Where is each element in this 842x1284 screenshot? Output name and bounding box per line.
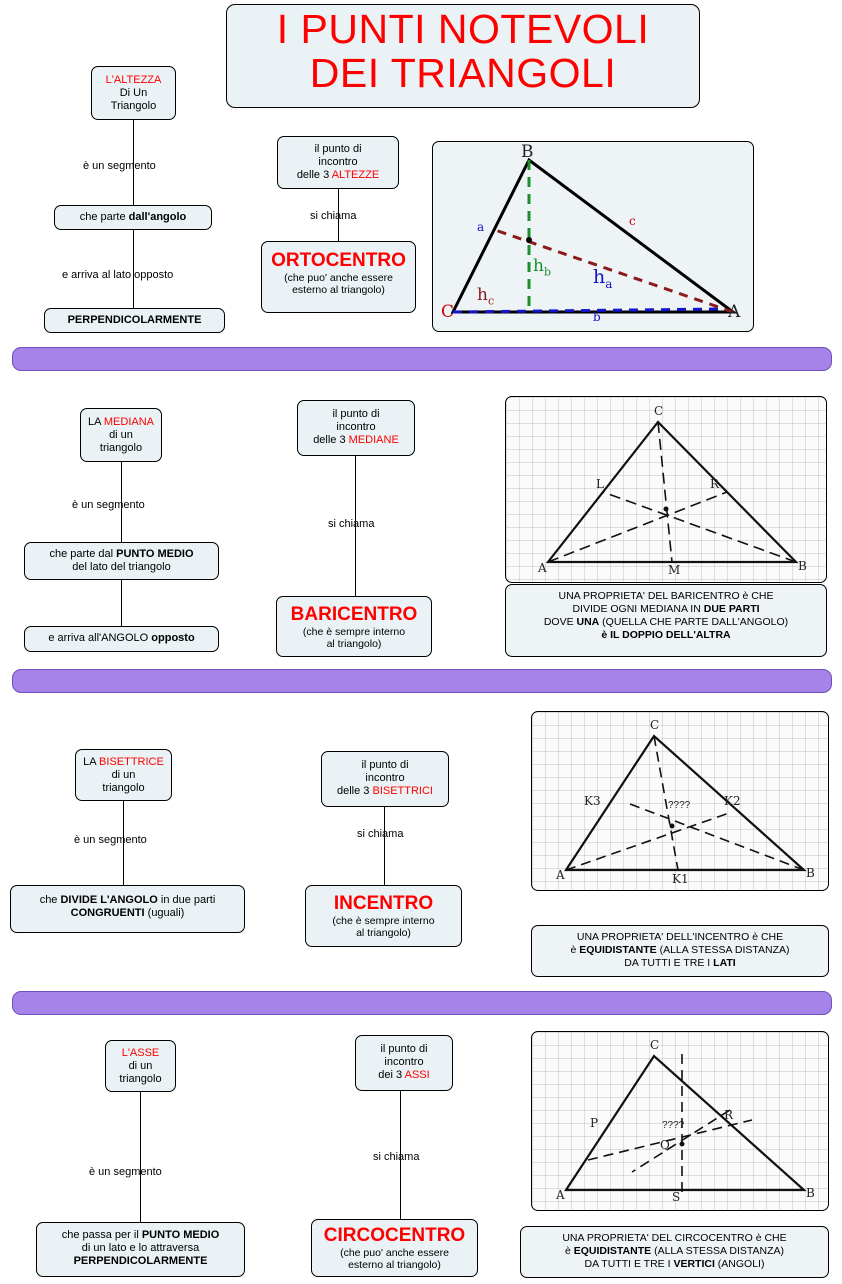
- connector: [140, 1092, 141, 1222]
- incontro-l3: delle 3 ALTEZZE: [296, 168, 380, 181]
- note-line-1: UNA PROPRIETA' DELL'INCENTRO è CHE: [576, 931, 784, 943]
- fig-vertex-C: C: [441, 302, 455, 322]
- fig-vertex-C: C: [654, 404, 664, 418]
- bisettrice-edge-label-1: è un segmento: [74, 834, 147, 846]
- section-separator-2: [12, 669, 832, 693]
- asse-end-l2: di un lato e lo attraversa: [81, 1241, 200, 1254]
- page-title: [226, 4, 700, 108]
- altezza-end-label: PERPENDICOLARMENTE: [67, 314, 202, 326]
- circocentro-box: [311, 1219, 478, 1277]
- fig-point-unknown: ????: [668, 800, 691, 811]
- fig-vertex-A: A: [556, 868, 565, 882]
- fig-point-S: S: [672, 1190, 681, 1204]
- incontro-l1: il punto di: [314, 143, 362, 155]
- fig-point-R: R: [710, 477, 720, 491]
- fig-side-b: b: [593, 310, 601, 324]
- fig-vertex-A: A: [556, 1188, 565, 1202]
- fig-point-Q: Q: [660, 1138, 670, 1152]
- bisettrice-title: LA BISETTRICE: [83, 756, 164, 768]
- incontro-l3: dei 3 ASSI: [378, 1068, 430, 1081]
- ortocentro-sub1: (che puo' anche essere: [284, 271, 393, 284]
- mediana-mid-l1: che parte dal PUNTO MEDIO: [49, 548, 194, 560]
- incontro-l3: delle 3 BISETTRICI: [337, 784, 433, 797]
- mediana-sub1: di un: [109, 428, 133, 441]
- fig-vertex-B: B: [806, 1186, 815, 1200]
- ortocentro-label: ORTOCENTRO: [271, 250, 406, 271]
- bisettrice-incontro-box: [321, 751, 449, 807]
- section-separator-3: [12, 991, 832, 1015]
- incentro-sub2: al triangolo): [356, 927, 411, 940]
- incentro-sub1: (che è sempre interno: [332, 914, 435, 927]
- asse-incontro-box: [355, 1035, 453, 1091]
- bisettrice-start-box: [75, 749, 172, 801]
- asse-end-l3: PERPENDICOLARMENTE: [73, 1254, 208, 1267]
- fig-point-K2: K2: [724, 794, 741, 808]
- altezza-sub2: Triangolo: [110, 99, 157, 112]
- mediana-mid-box: [24, 542, 219, 580]
- circocentro-sub1: (che puo' anche essere: [340, 1246, 449, 1259]
- asse-sub2: triangolo: [119, 1072, 162, 1085]
- baricentro-sub2: al triangolo): [326, 638, 382, 651]
- bisettrici-figure: [531, 711, 829, 891]
- ortocentro-box: [261, 241, 416, 313]
- circocentro-sub2: esterno al triangolo): [348, 1259, 441, 1272]
- bisettrice-end-l1: che DIVIDE L'ANGOLO in due parti: [39, 894, 216, 906]
- altezza-edge-label-1: è un segmento: [83, 160, 156, 172]
- note-line-1: UNA PROPRIETA' DEL BARICENTRO è CHE: [558, 590, 774, 602]
- bisettrice-end-l2: CONGRUENTI (uguali): [70, 906, 185, 919]
- fig-vertex-A: A: [728, 302, 741, 322]
- altezza-incontro-box: [277, 136, 399, 189]
- fig-vertex-C: C: [650, 1038, 660, 1052]
- mediana-incontro-box: [297, 400, 415, 456]
- incontro-l1: il punto di: [380, 1043, 428, 1055]
- bisettrice-si-chiama: si chiama: [357, 828, 404, 840]
- altezza-mid-pre: che parte: [79, 211, 129, 223]
- asse-title: L'ASSE: [121, 1047, 160, 1059]
- mediana-sub2: triangolo: [99, 441, 143, 454]
- fig-point-L: L: [596, 477, 604, 491]
- altezza-mid-box: [54, 205, 212, 230]
- bisettrice-sub2: triangolo: [102, 781, 145, 794]
- fig-point-M: M: [668, 563, 681, 577]
- altezza-si-chiama: si chiama: [310, 210, 357, 222]
- fig-point-K3: K3: [584, 794, 601, 808]
- baricentro-sub1: (che è sempre interno: [302, 625, 406, 638]
- circocentro-label: CIRCOCENTRO: [323, 1225, 466, 1246]
- asse-start-box: [105, 1040, 176, 1092]
- mediana-si-chiama: si chiama: [328, 518, 375, 530]
- page-title-line2: DEI TRIANGOLI: [309, 50, 617, 97]
- note-line-2: è EQUIDISTANTE (ALLA STESSA DISTANZA): [564, 1245, 785, 1258]
- fig-point-K1: K1: [672, 872, 689, 886]
- asse-end-l1: che passa per il PUNTO MEDIO: [61, 1229, 220, 1241]
- bisettrice-end-box: [10, 885, 245, 933]
- altezza-sub1: Di Un: [119, 86, 148, 99]
- note-line-2: è EQUIDISTANTE (ALLA STESSA DISTANZA): [570, 944, 790, 957]
- fig-vertex-A: A: [538, 561, 547, 575]
- baricentro-label: BARICENTRO: [290, 604, 418, 625]
- incentro-box: [305, 885, 462, 947]
- incentro-property-note: [531, 925, 829, 977]
- incontro-l1: il punto di: [361, 759, 409, 771]
- baricentro-property-note: [505, 584, 827, 657]
- circocentro-property-note: [520, 1226, 829, 1278]
- fig-height-hc: $h_c$: [477, 285, 495, 308]
- ortocentro-sub2: esterno al triangolo): [292, 284, 385, 297]
- mediana-edge-label-1: è un segmento: [72, 499, 145, 511]
- fig-vertex-B: B: [806, 866, 815, 880]
- fig-point-unknown: ????: [662, 1120, 685, 1131]
- altezza-end-box: [44, 308, 225, 333]
- altezza-title: L'ALTEZZA: [105, 74, 162, 86]
- fig-point-R: R: [724, 1108, 734, 1122]
- fig-height-ha: $h_a$: [593, 266, 613, 291]
- fig-side-a: a: [477, 220, 485, 234]
- mediana-mid-l2: del lato del triangolo: [72, 560, 171, 573]
- section-separator-1: [12, 347, 832, 371]
- asse-sub1: di un: [128, 1059, 153, 1072]
- altezza-edge-label-2: e arriva al lato opposto: [62, 269, 174, 281]
- note-line-3: DOVE UNA (QUELLA CHE PARTE DALL'ANGOLO): [543, 616, 789, 629]
- note-line-3: DA TUTTI E TRE I LATI: [624, 957, 736, 970]
- incontro-l2: incontro: [336, 420, 376, 433]
- mediana-title: LA MEDIANA: [87, 416, 155, 428]
- mediana-end-strong: opposto: [151, 632, 195, 644]
- altezza-start-box: [91, 66, 176, 120]
- incentro-label: INCENTRO: [333, 893, 434, 914]
- mediana-end-pre: e arriva all'ANGOLO: [48, 632, 152, 644]
- incontro-l3: delle 3 MEDIANE: [313, 433, 399, 446]
- note-line-4: è IL DOPPIO DELL'ALTRA: [601, 629, 731, 642]
- fig-vertex-B: B: [798, 559, 807, 573]
- fig-point-P: P: [590, 1116, 599, 1130]
- incontro-l2: incontro: [318, 155, 358, 168]
- asse-si-chiama: si chiama: [373, 1151, 420, 1163]
- incontro-l2: incontro: [384, 1055, 424, 1068]
- mediane-figure: [505, 396, 827, 583]
- note-line-3: DA TUTTI E TRE I VERTICI (ANGOLI): [584, 1258, 765, 1271]
- connector: [121, 580, 122, 626]
- mediana-end-box: [24, 626, 219, 652]
- fig-vertex-B: B: [521, 142, 534, 162]
- incontro-l2: incontro: [365, 771, 405, 784]
- fig-height-hb: $h_b$: [533, 256, 551, 279]
- mediana-start-box: [80, 408, 162, 462]
- altezza-mid-strong: dall'angolo: [128, 211, 187, 223]
- note-line-2: DIVIDE OGNI MEDIANA IN DUE PARTI: [572, 603, 760, 616]
- connector: [384, 807, 385, 885]
- asse-end-box: [36, 1222, 245, 1277]
- fig-side-c: c: [629, 214, 636, 228]
- asse-edge-label-1: è un segmento: [89, 1166, 162, 1178]
- bisettrice-sub1: di un: [111, 768, 136, 781]
- page-title-line1: I PUNTI NOTEVOLI: [276, 6, 650, 52]
- altezze-figure: [432, 141, 754, 332]
- baricentro-box: [276, 596, 432, 657]
- assi-figure: [531, 1031, 829, 1211]
- incontro-l1: il punto di: [332, 408, 380, 420]
- note-line-1: UNA PROPRIETA' DEL CIRCOCENTRO è CHE: [562, 1232, 787, 1244]
- fig-vertex-C: C: [650, 718, 660, 732]
